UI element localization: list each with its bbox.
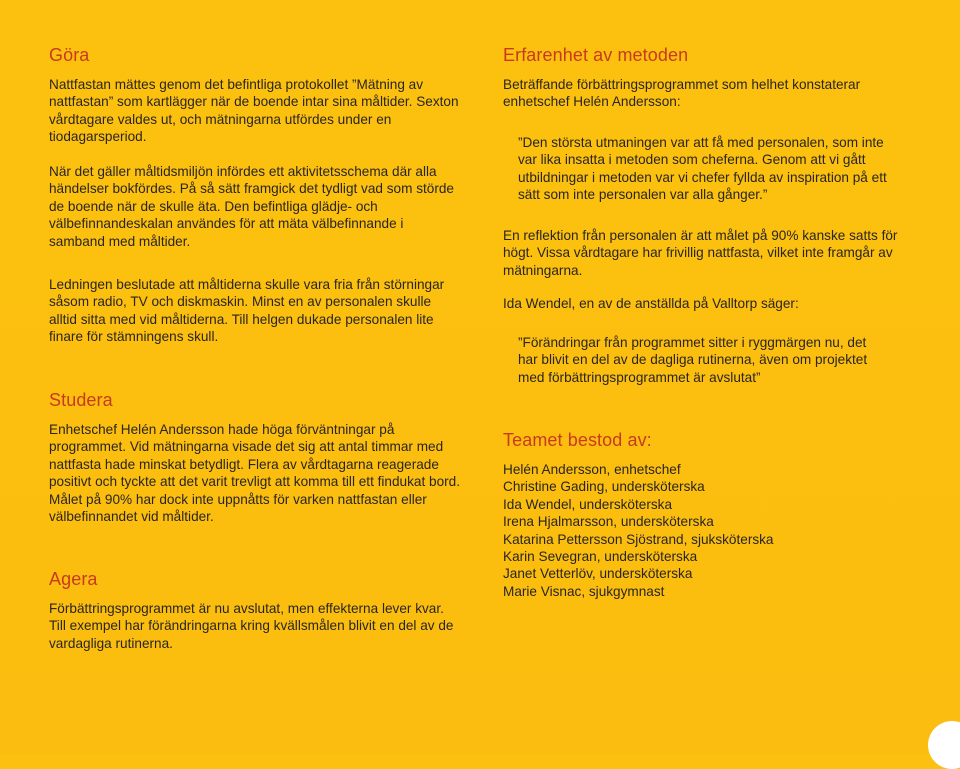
team-member: Katarina Pettersson Sjöstrand, sjuksköterska [503, 531, 774, 547]
team-list [503, 461, 774, 600]
team-member: Christine Gading, undersköterska [503, 479, 705, 495]
heading-erfarenhet: Erfarenhet av metoden [503, 45, 689, 65]
team-member: Irena Hjalmarsson, undersköterska [503, 514, 714, 530]
heading-agera: Agera [49, 569, 98, 589]
gora-paragraph-1: Nattfastan mättes genom det befintliga protokollet ”Mätning av nattfastan” som kartlägger när de boende intar sina måltider. Sexton vårdtagare valdes ut, och mätningarna utfördes under en tiodagarsperiod. [49, 77, 459, 145]
studera-paragraph-1: Enhetschef Helén Andersson hade höga förväntningar på programmet. Vid mätningarna visade det sig att antal timmar med nattfasta hade minskat betydligt. Flera av vårdtagarna reagerade positivt och tyckte att det varit trevligt att komma till ett findukat bord. Målet på 90% har dock inte uppnåtts för varken nattfastan eller välbefinnandet vid måltider. [49, 422, 461, 525]
erfarenhet-paragraph-1: Beträffande förbättringsprogrammet som helhet konstaterar enhetschef Helén Andersson: [503, 77, 861, 110]
heading-teamet: Teamet bestod av: [503, 430, 652, 450]
heading-gora: Göra [49, 45, 90, 65]
agera-paragraph-1: Förbättringsprogrammet är nu avslutat, men effekterna lever kvar. Till exempel har förändringarna kring kvällsmålen blivit en del av de vardagliga rutinerna. [49, 601, 454, 651]
erfarenhet-paragraph-2: En reflektion från personalen är att målet på 90% kanske satts för högt. Vissa vårdtagare har frivillig nattfasta, vilket inte framgår av mätningarna. [503, 228, 898, 278]
gora-paragraph-2: När det gäller måltidsmiljön infördes ett aktivitetsschema där alla händelser bokfördes. På så sätt framgick det tydligt vad som störde de boende när de skulle äta. Den befintliga glädje- och välbefinnandeskalan användes för att mäta välbefinnande i samband med måltider. [49, 164, 454, 249]
heading-studera: Studera [49, 390, 113, 410]
corner-decoration [928, 721, 960, 769]
team-member: Ida Wendel, undersköterska [503, 496, 673, 512]
team-member: Karin Sevegran, undersköterska [503, 549, 698, 565]
quote-ida-wendel: ”Förändringar från programmet sitter i ryggmärgen nu, det har blivit en del av de dagliga rutinerna, även om projektet med förbättringsprogrammet är avslutat” [518, 335, 868, 385]
team-member: Janet Vetterlöv, undersköterska [503, 566, 693, 582]
quote-helen-andersson: ”Den största utmaningen var att få med personalen, som inte var lika insatta i metoden som cheferna. Genom att vi gått utbildningar i metoden var vi chefer fyllda av inspiration på ett sätt som inte personalen var alla gånger.” [518, 135, 887, 203]
team-member: Marie Visnac, sjukgymnast [503, 583, 665, 599]
gora-paragraph-3: Ledningen beslutade att måltiderna skulle vara fria från störningar såsom radio, TV och diskmaskin. Minst en av personalen skulle alltid sitta med vid måltiderna. Till helgen dukade personalen lite finare för stämningens skull. [49, 277, 445, 345]
team-member: Helén Andersson, enhetschef [503, 462, 681, 477]
erfarenhet-paragraph-3: Ida Wendel, en av de anställda på Valltorp säger: [503, 296, 799, 311]
